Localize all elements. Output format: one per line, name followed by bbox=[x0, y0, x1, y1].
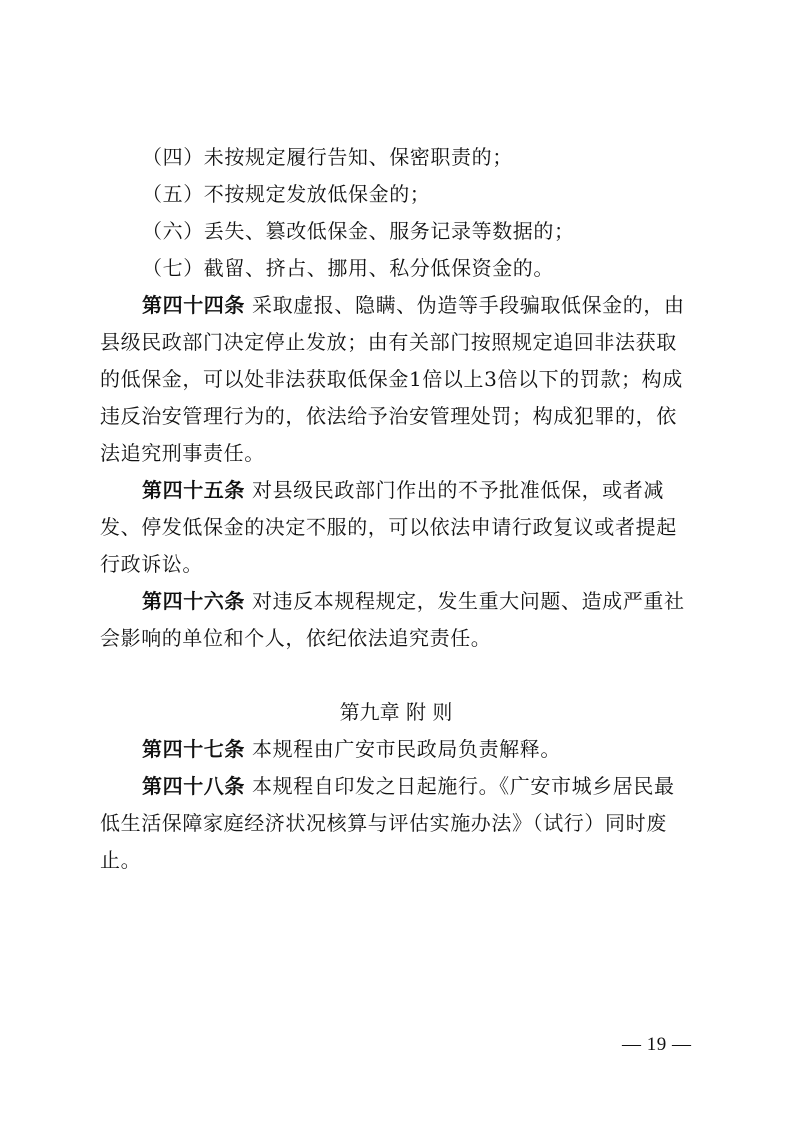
article-47-title: 第四十七条 bbox=[142, 737, 245, 761]
article-48-text: 本规程自印发之日起施行。《广安市城乡居民最低生活保障家庭经济状况核算与评估实施办法》（试行）同时废止。 bbox=[100, 774, 675, 872]
list-item-6: （六）丢失、篡改低保金、服务记录等数据的； bbox=[142, 219, 575, 243]
article-47-text: 本规程由广安市民政局负责解释。 bbox=[251, 737, 561, 761]
page-content bbox=[100, 139, 692, 879]
article-44-title: 第四十四条 bbox=[142, 293, 245, 317]
article-45 bbox=[100, 472, 692, 583]
article-44-text: 采取虚报、隐瞒、伪造等手段骗取低保金的，由县级民政部门决定停止发放；由有关部门按照规定追回非法获取的低保金，可以处非法获取低保金1倍以上3倍以下的罚款；构成违反治安管理行为的，依法给予治安管理处罚；构成犯罪的，依法追究刑事责任。 bbox=[100, 293, 685, 465]
article-47 bbox=[100, 731, 692, 768]
article-48 bbox=[100, 768, 692, 879]
article-44 bbox=[100, 287, 692, 472]
article-45-text: 对县级民政部门作出的不予批准低保，或者减发、停发低保金的决定不服的，可以依法申请行政复议或者提起行政诉讼。 bbox=[100, 478, 677, 576]
page-number: — 19 — bbox=[622, 1034, 692, 1055]
article-45-title: 第四十五条 bbox=[142, 478, 245, 502]
article-46-title: 第四十六条 bbox=[142, 589, 245, 613]
list-item-7: （七）截留、挤占、挪用、私分低保资金的。 bbox=[142, 256, 554, 280]
list-item-4: （四）未按规定履行告知、保密职责的； bbox=[142, 145, 513, 169]
list-item-5: （五）不按规定发放低保金的； bbox=[142, 182, 431, 206]
article-48-title: 第四十八条 bbox=[142, 774, 245, 798]
article-46 bbox=[100, 583, 692, 657]
article-46-text: 对违反本规程规定，发生重大问题、造成严重社会影响的单位和个人，依纪依法追究责任。 bbox=[100, 589, 685, 650]
chapter-heading: 第九章 附 则 bbox=[339, 700, 453, 724]
